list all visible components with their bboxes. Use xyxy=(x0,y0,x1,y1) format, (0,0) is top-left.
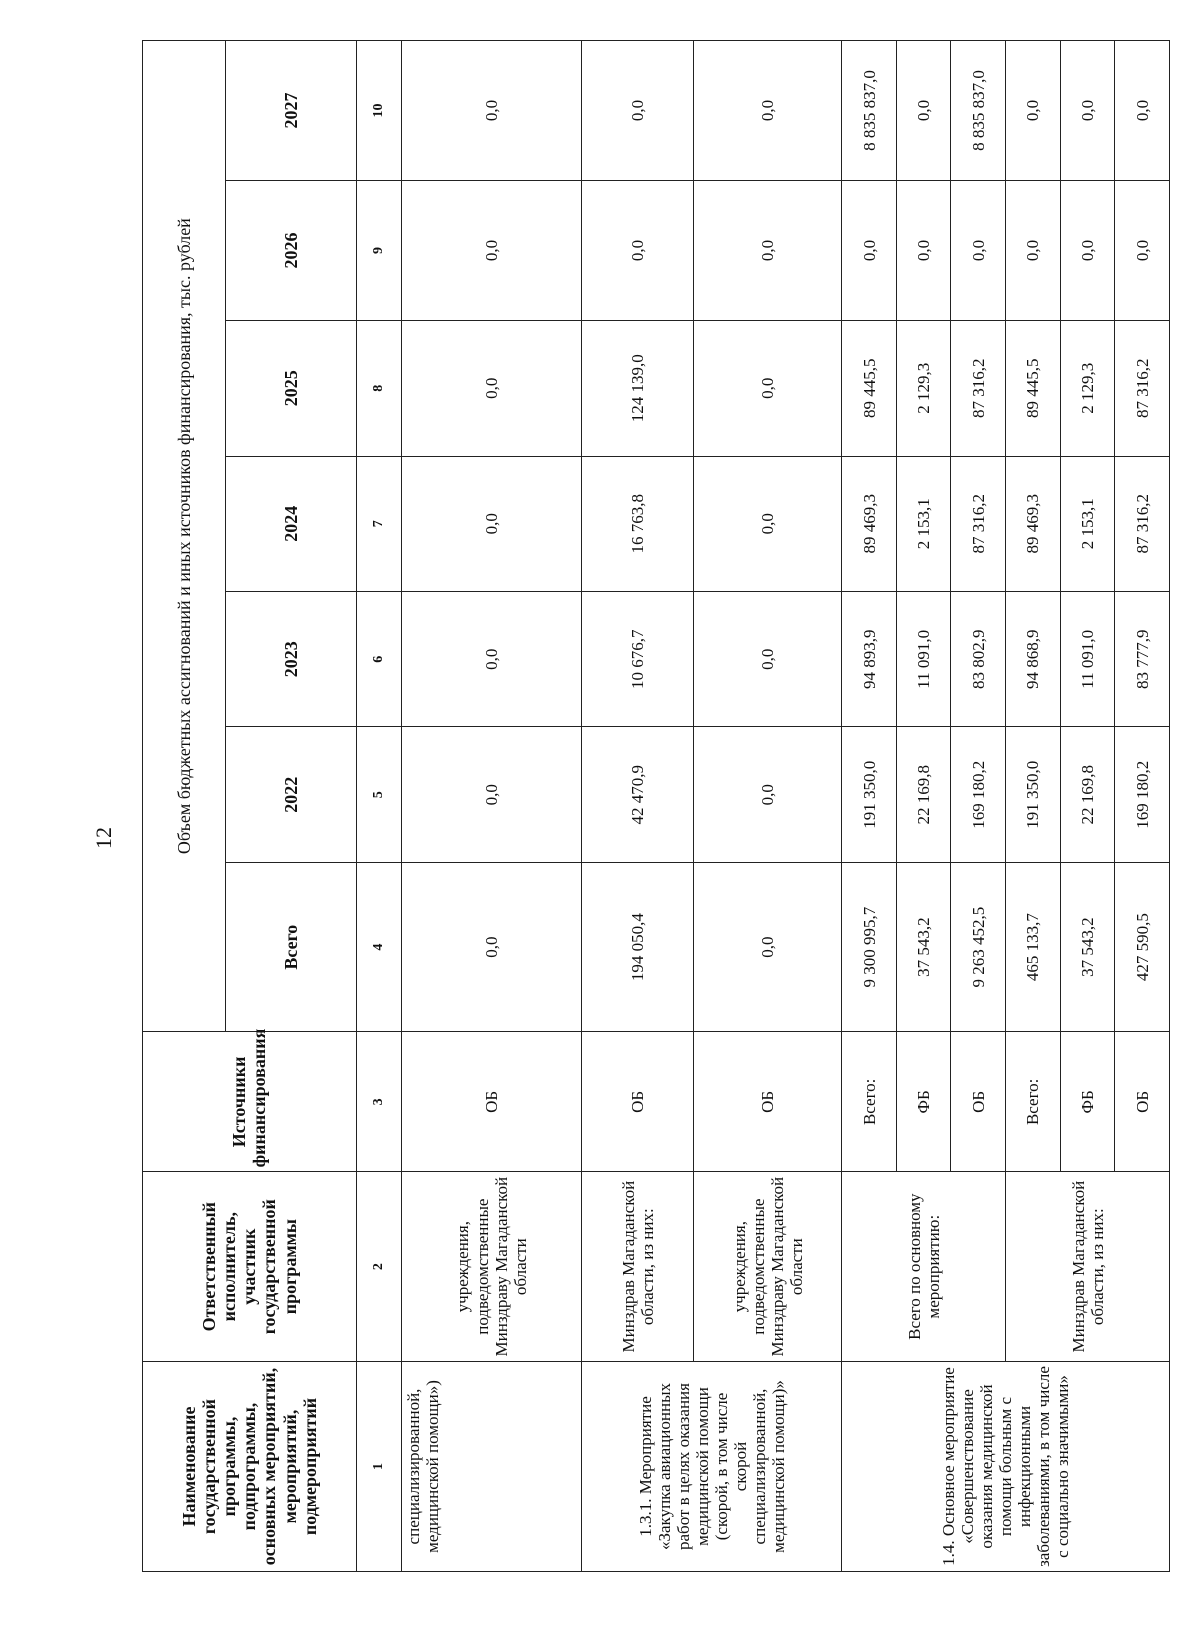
value-2025: 2 129,3 xyxy=(1060,321,1115,456)
value-2025: 87 316,2 xyxy=(951,321,1006,456)
value-2023: 94 893,9 xyxy=(842,592,897,727)
table-row xyxy=(582,41,694,1572)
header-year-2025: 2025 xyxy=(226,321,357,456)
value-2023: 11 091,0 xyxy=(896,592,951,727)
column-index: 4 xyxy=(356,862,401,1031)
row-source: ОБ xyxy=(1115,1032,1170,1172)
row-source: ОБ xyxy=(951,1032,1006,1172)
value-total: 9 263 452,5 xyxy=(951,862,1006,1031)
table-row xyxy=(1006,41,1061,1572)
value-2024: 89 469,3 xyxy=(1006,456,1061,591)
column-index: 3 xyxy=(356,1032,401,1172)
row-source: ОБ xyxy=(401,1032,581,1172)
header-year-2026: 2026 xyxy=(226,181,357,321)
value-total: 9 300 995,7 xyxy=(842,862,897,1031)
row-executor: учреждения, подведомственные Минздраву Магаданской области xyxy=(401,1172,581,1362)
value-2024: 87 316,2 xyxy=(951,456,1006,591)
header-total: Всего xyxy=(226,862,357,1031)
table-row xyxy=(842,41,897,1572)
value-2022: 169 180,2 xyxy=(1115,727,1170,862)
value-2027: 8 835 837,0 xyxy=(842,41,897,181)
value-2026: 0,0 xyxy=(951,181,1006,321)
value-2026: 0,0 xyxy=(842,181,897,321)
value-2025: 0,0 xyxy=(401,321,581,456)
value-2025: 124 139,0 xyxy=(582,321,694,456)
value-total: 0,0 xyxy=(401,862,581,1031)
value-2025: 0,0 xyxy=(693,321,841,456)
value-2023: 83 802,9 xyxy=(951,592,1006,727)
row-name: 1.3.1. Мероприятие «Закупка авиационных работ в целях оказания медицинской помощи (скорой, в том числе скорой специализированной, медицинской помощи)» xyxy=(582,1362,842,1572)
value-2027: 0,0 xyxy=(401,41,581,181)
value-2027: 0,0 xyxy=(1115,41,1170,181)
value-2024: 0,0 xyxy=(693,456,841,591)
table-row xyxy=(401,41,581,1572)
table-row xyxy=(693,41,841,1572)
row-source: ОБ xyxy=(693,1032,841,1172)
header-executor: Ответственный исполнитель, участник государственной программы xyxy=(143,1172,357,1362)
column-index-row xyxy=(356,41,401,1572)
value-2025: 87 316,2 xyxy=(1115,321,1170,456)
value-2027: 0,0 xyxy=(582,41,694,181)
value-2027: 0,0 xyxy=(896,41,951,181)
value-total: 37 543,2 xyxy=(1060,862,1115,1031)
row-source: ФБ xyxy=(1060,1032,1115,1172)
value-2025: 89 445,5 xyxy=(842,321,897,456)
value-2023: 0,0 xyxy=(401,592,581,727)
value-2024: 87 316,2 xyxy=(1115,456,1170,591)
value-2024: 16 763,8 xyxy=(582,456,694,591)
value-2022: 169 180,2 xyxy=(951,727,1006,862)
column-index: 2 xyxy=(356,1172,401,1362)
value-2026: 0,0 xyxy=(1115,181,1170,321)
value-2025: 89 445,5 xyxy=(1006,321,1061,456)
value-2023: 94 868,9 xyxy=(1006,592,1061,727)
value-2026: 0,0 xyxy=(693,181,841,321)
value-2024: 2 153,1 xyxy=(1060,456,1115,591)
row-executor: Всего по основному мероприятию: xyxy=(842,1172,1006,1362)
value-2022: 191 350,0 xyxy=(842,727,897,862)
value-2027: 0,0 xyxy=(693,41,841,181)
value-2025: 2 129,3 xyxy=(896,321,951,456)
value-2022: 22 169,8 xyxy=(1060,727,1115,862)
row-name: специализированной, медицинской помощи») xyxy=(401,1362,581,1572)
value-2024: 0,0 xyxy=(401,456,581,591)
value-2022: 191 350,0 xyxy=(1006,727,1061,862)
header-year-2024: 2024 xyxy=(226,456,357,591)
value-2027: 8 835 837,0 xyxy=(951,41,1006,181)
page-number: 12 xyxy=(91,827,116,849)
value-2026: 0,0 xyxy=(1060,181,1115,321)
row-source: ОБ xyxy=(582,1032,694,1172)
value-total: 37 543,2 xyxy=(896,862,951,1031)
header-name: Наименование государственной программы, подпрограммы, основных мероприятий, мероприятий, подмероприятий xyxy=(143,1362,357,1572)
value-total: 427 590,5 xyxy=(1115,862,1170,1031)
value-total: 0,0 xyxy=(693,862,841,1031)
value-2026: 0,0 xyxy=(582,181,694,321)
column-index: 1 xyxy=(356,1362,401,1572)
value-2026: 0,0 xyxy=(1006,181,1061,321)
header-money: Объем бюджетных ассигнований и иных источников финансирования, тыс. рублей xyxy=(143,41,226,1032)
header-year-2022: 2022 xyxy=(226,727,357,862)
budget-table xyxy=(142,40,1170,1572)
value-2022: 42 470,9 xyxy=(582,727,694,862)
value-2024: 89 469,3 xyxy=(842,456,897,591)
header-source: Источники финансирования xyxy=(143,1032,357,1172)
value-2022: 0,0 xyxy=(401,727,581,862)
value-2022: 0,0 xyxy=(693,727,841,862)
value-2027: 0,0 xyxy=(1060,41,1115,181)
column-index: 10 xyxy=(356,41,401,181)
row-executor: Минздрав Магаданской области, из них: xyxy=(1006,1172,1170,1362)
column-index: 5 xyxy=(356,727,401,862)
value-2023: 0,0 xyxy=(693,592,841,727)
row-source: Всего: xyxy=(842,1032,897,1172)
value-2023: 10 676,7 xyxy=(582,592,694,727)
row-name: 1.4. Основное мероприятие «Совершенствование оказания медицинской помощи больным с инфекционными заболеваниями, в том числе с социально значимыми» xyxy=(842,1362,1170,1572)
column-index: 8 xyxy=(356,321,401,456)
column-index: 6 xyxy=(356,592,401,727)
rotated-table-wrapper xyxy=(142,40,1170,1572)
value-total: 465 133,7 xyxy=(1006,862,1061,1031)
column-index: 7 xyxy=(356,456,401,591)
value-2026: 0,0 xyxy=(896,181,951,321)
value-total: 194 050,4 xyxy=(582,862,694,1031)
column-index: 9 xyxy=(356,181,401,321)
row-executor: учреждения, подведомственные Минздраву Магаданской области xyxy=(693,1172,841,1362)
value-2026: 0,0 xyxy=(401,181,581,321)
value-2023: 83 777,9 xyxy=(1115,592,1170,727)
header-year-2027: 2027 xyxy=(226,41,357,181)
header-year-2023: 2023 xyxy=(226,592,357,727)
value-2023: 11 091,0 xyxy=(1060,592,1115,727)
row-executor: Минздрав Магаданской области, из них: xyxy=(582,1172,694,1362)
row-source: ФБ xyxy=(896,1032,951,1172)
row-source: Всего: xyxy=(1006,1032,1061,1172)
value-2024: 2 153,1 xyxy=(896,456,951,591)
value-2022: 22 169,8 xyxy=(896,727,951,862)
value-2027: 0,0 xyxy=(1006,41,1061,181)
